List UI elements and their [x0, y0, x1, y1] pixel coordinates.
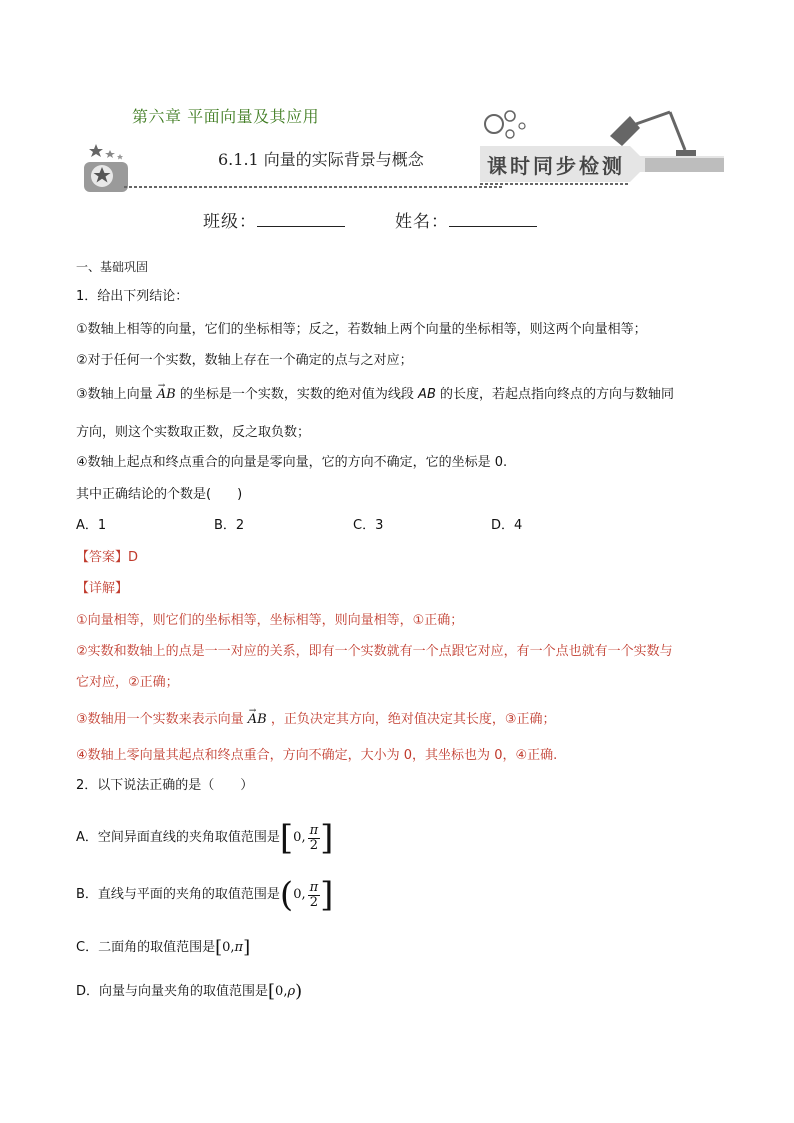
chapter-title: 第六章 平面向量及其应用: [132, 107, 320, 126]
q2-option-a: [76, 818, 333, 858]
s3-text-b: 的坐标是一个实数，实数的绝对值为线段: [179, 387, 414, 402]
name-blank: [449, 210, 537, 227]
q2-option-b: [76, 875, 333, 915]
segment-ab: AB: [418, 387, 436, 402]
interval-c: [ 0 , π ]: [215, 937, 251, 958]
q2-c-text: C．二面角的取值范围是: [76, 940, 216, 955]
q1-option-d: D．4: [491, 518, 523, 533]
s3-text-a: ③数轴上向量: [76, 387, 153, 402]
s3-text-c: 的长度，若起点指向终点的方向与数轴同: [440, 387, 675, 402]
q1-option-a: A．1: [76, 518, 107, 533]
e3-text-b: ，正负决定其方向，绝对值决定其长度，③正确；: [270, 712, 556, 727]
q1-answer: 【答案】D: [76, 550, 139, 565]
q1-statement-1: ①数轴上相等的向量，它们的坐标相等；反之，若数轴上两个向量的坐标相等，则这两个向量相等；: [76, 322, 647, 337]
q1-explain-2-cont: 它对应，②正确；: [76, 675, 179, 690]
q2-option-d: [76, 980, 302, 1004]
q2-option-c: [76, 936, 250, 960]
q2-b-text: B．直线与平面的夹角的取值范围是: [76, 887, 280, 902]
interval-a: [ 0 , $\frac{\pi}{2}$ ]: [279, 818, 334, 858]
q2-a-text: A．空间异面直线的夹角取值范围是: [76, 830, 280, 845]
section-title: 6.1.1 向量的实际背景与概念: [218, 150, 424, 169]
q1-explain-2: ②实数和数轴上的点是一一对应的关系，即有一个实数就有一个点跟它对应，有一个点也就有一个实数与: [76, 644, 673, 659]
q1-statement-3: [76, 386, 674, 404]
q1-option-c: C．3: [353, 518, 384, 533]
q1-detail-label: 【详解】: [76, 581, 129, 596]
q2-d-text: D．向量与向量夹角的取值范围是: [76, 984, 269, 999]
class-label: 班级：: [203, 212, 257, 232]
q1-explain-1: ①向量相等，则它们的坐标相等，坐标相等，则向量相等，①正确；: [76, 613, 464, 628]
q1-stem: 1．给出下列结论：: [76, 289, 189, 304]
name-label: 姓名：: [395, 212, 449, 232]
interval-b: ( 0 , $\frac{\pi}{2}$ ]: [279, 875, 334, 915]
vector-ab: → AB: [157, 386, 176, 404]
q1-question: 其中正确结论的个数是( ): [76, 487, 243, 502]
vector-ab-2: → AB: [248, 711, 267, 729]
q2-stem: 2．以下说法正确的是（ ）: [76, 778, 254, 793]
class-blank: [257, 210, 345, 227]
name-field: [395, 207, 537, 232]
banner-graphic: [480, 106, 725, 192]
q1-statement-2: ②对于任何一个实数，数轴上存在一个确定的点与之对应；: [76, 353, 413, 368]
q1-explain-4: ④数轴上零向量其起点和终点重合，方向不确定，大小为 0，其坐标也为 0，④正确.: [76, 748, 558, 763]
banner-text: 课时同步检测: [487, 154, 625, 178]
q1-explain-3: [76, 711, 556, 729]
e3-text-a: ③数轴用一个实数来表示向量: [76, 712, 244, 727]
part-heading: 一、基础巩固: [76, 260, 149, 274]
q1-statement-3-cont: 方向，则这个实数取正数，反之取负数；: [76, 425, 311, 440]
interval-d: [ 0 , ρ ): [268, 981, 303, 1002]
class-field: [203, 207, 345, 232]
q1-option-b: B．2: [214, 518, 245, 533]
q1-statement-4: ④数轴上起点和终点重合的向量是零向量，它的方向不确定，它的坐标是 0.: [76, 455, 508, 470]
